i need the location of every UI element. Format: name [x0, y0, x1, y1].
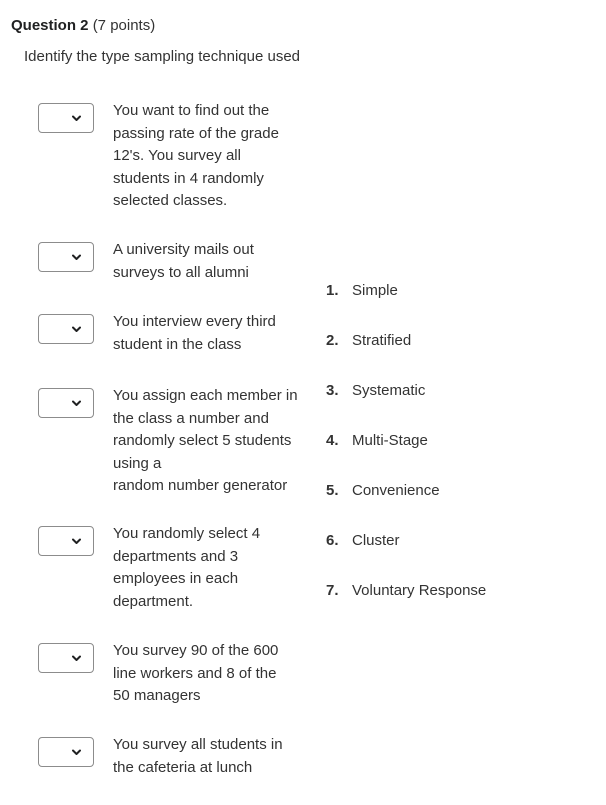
answer-option	[326, 430, 486, 480]
option-label: Systematic	[352, 382, 426, 399]
chevron-down-icon	[72, 655, 81, 662]
option-label: Voluntary Response	[352, 582, 487, 599]
item-description	[113, 385, 305, 498]
chevron-down-icon	[72, 400, 81, 407]
option-label: Simple	[352, 282, 398, 299]
option-number: 2.	[326, 332, 339, 349]
item-text-line: You survey all students in	[113, 736, 283, 753]
option-number: 1.	[326, 282, 339, 299]
item-text-line: 12's. You survey all	[113, 147, 241, 164]
item-text-line: You interview every third	[113, 313, 276, 330]
answer-options-list	[326, 280, 486, 630]
option-number: 5.	[326, 482, 339, 499]
answer-option	[326, 330, 486, 380]
option-number: 3.	[326, 382, 339, 399]
answer-option	[326, 480, 486, 530]
item-text-line: using a	[113, 454, 162, 472]
item-text-line: You want to find out the	[113, 102, 270, 119]
item-text-line: surveys to all alumni	[113, 263, 249, 281]
question-prompt: Identify the type sampling technique used	[24, 48, 301, 65]
option-number: 7.	[326, 582, 339, 599]
option-label: Multi-Stage	[352, 432, 428, 449]
question-points: (7 points)	[92, 17, 156, 34]
item-text-line: passing rate of the grade	[113, 124, 279, 142]
item-text-line: employees in each	[113, 570, 239, 587]
question-header	[11, 17, 155, 34]
answer-dropdown[interactable]	[38, 388, 94, 418]
item-description	[113, 311, 305, 356]
answer-dropdown[interactable]	[38, 526, 94, 556]
chevron-down-icon	[72, 749, 81, 756]
item-text-line: the cafeteria at lunch	[113, 758, 253, 776]
item-description	[113, 734, 305, 779]
answer-option	[326, 280, 486, 330]
item-text-line: student in the class	[113, 335, 242, 353]
item-description	[113, 239, 305, 284]
item-text-line: departments and 3	[113, 547, 239, 565]
chevron-down-icon	[72, 254, 81, 261]
option-label: Stratified	[352, 332, 412, 349]
answer-option	[326, 380, 486, 430]
answer-option	[326, 530, 486, 580]
answer-option	[326, 580, 486, 630]
answer-dropdown[interactable]	[38, 314, 94, 344]
item-text-line: You randomly select 4	[113, 525, 261, 542]
item-text-line: randomly select 5 students	[113, 432, 292, 449]
answer-dropdown[interactable]	[38, 737, 94, 767]
option-label: Convenience	[352, 482, 440, 499]
chevron-down-icon	[72, 538, 81, 545]
item-text-line: department.	[113, 592, 194, 610]
item-text-line: line workers and 8 of the	[113, 664, 277, 682]
item-description	[113, 100, 305, 213]
item-text-line: random number generator	[113, 477, 288, 494]
item-text-line: the class a number and	[113, 409, 269, 427]
item-text-line: A university mails out	[113, 241, 254, 258]
option-label: Cluster	[352, 532, 400, 549]
item-text-line: students in 4 randomly	[113, 169, 264, 187]
chevron-down-icon	[72, 115, 81, 122]
item-text-line: 50 managers	[113, 687, 201, 704]
item-text-line: You survey 90 of the 600	[113, 642, 279, 659]
option-number: 6.	[326, 532, 339, 549]
answer-dropdown[interactable]	[38, 643, 94, 673]
item-text-line: You assign each member in	[113, 387, 298, 404]
item-text-line: selected classes.	[113, 192, 228, 209]
answer-dropdown[interactable]	[38, 242, 94, 272]
option-number: 4.	[326, 432, 339, 449]
question-number: Question 2	[11, 17, 89, 34]
item-description	[113, 523, 305, 613]
answer-dropdown[interactable]	[38, 103, 94, 133]
item-description	[113, 640, 305, 708]
chevron-down-icon	[72, 326, 81, 333]
